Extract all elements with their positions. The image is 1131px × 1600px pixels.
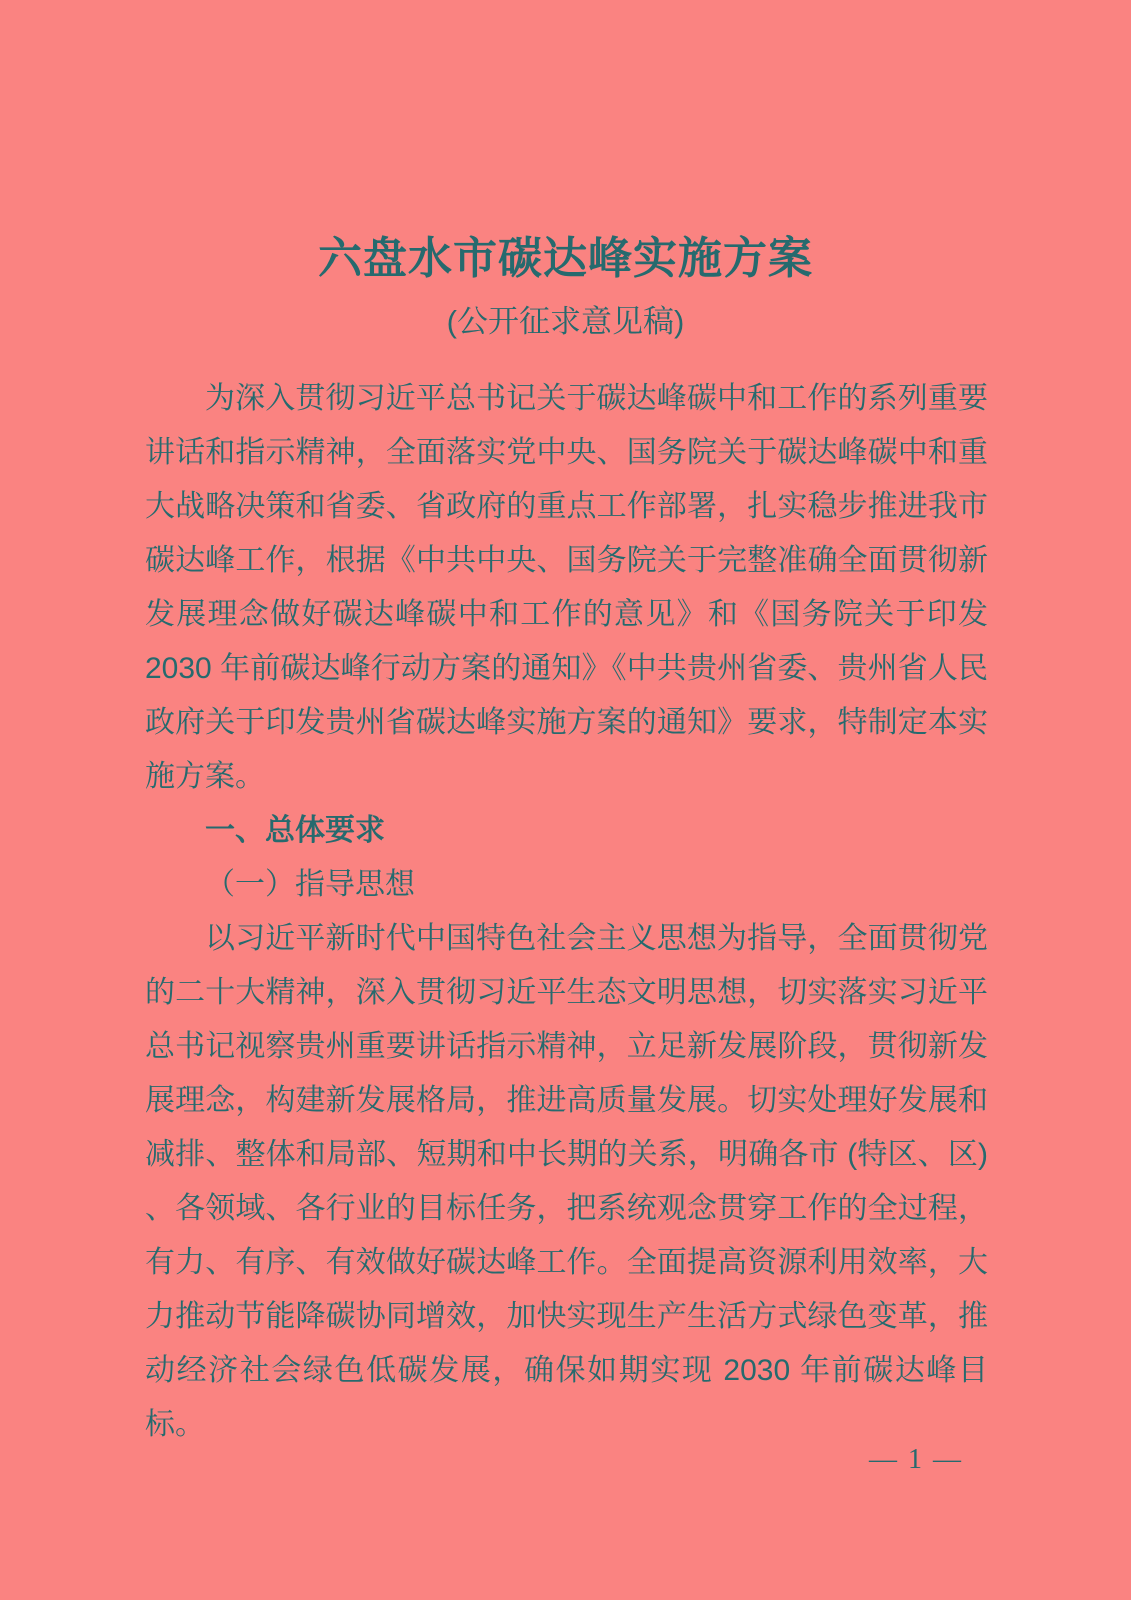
- document-subtitle: (公开征求意见稿): [446, 304, 685, 339]
- document-body: [145, 372, 988, 1452]
- page-number: — 1 —: [869, 1444, 963, 1475]
- section-heading-overall-requirements: 一、总体要求: [205, 814, 385, 847]
- paragraph-guiding-ideology: 以习近平新时代中国特色社会主义思想为指导，全面贯彻党的二十大精神，深入贯彻习近平生态文明思想，切实落实习近平总书记视察贵州重要讲话指示精神，立足新发展阶段，贯彻新发展理念，构建新发展格局，推进高质量发展。切实处理好发展和减排、整体和局部、短期和中长期的关系，明确各市 (特区、区) 、各领域、各行业的目标任务，把系统观念贯穿工作的全过程，有力、有序、有效做好碳达峰工作。全面提高资源利用效率，大力推动节能降碳协同增效，加快实现生产生活方式绿色变革，推动经济社会绿色低碳发展，确保如期实现 2030 年前碳达峰目标。: [145, 922, 988, 1441]
- document-title: 六盘水市碳达峰实施方案: [318, 234, 813, 283]
- paragraph-intro: 为深入贯彻习近平总书记关于碳达峰碳中和工作的系列重要讲话和指示精神，全面落实党中央、国务院关于碳达峰碳中和重大战略决策和省委、省政府的重点工作部署，扎实稳步推进我市碳达峰工作，根据《中共中央、国务院关于完整准确全面贯彻新发展理念做好碳达峰碳中和工作的意见》和《国务院关于印发2030 年前碳达峰行动方案的通知》《中共贵州省委、贵州省人民政府关于印发贵州省碳达峰实施方案的通知》要求，特制定本实施方案。: [145, 382, 988, 793]
- subsection-heading-guiding-ideology: （一）指导思想: [205, 868, 415, 901]
